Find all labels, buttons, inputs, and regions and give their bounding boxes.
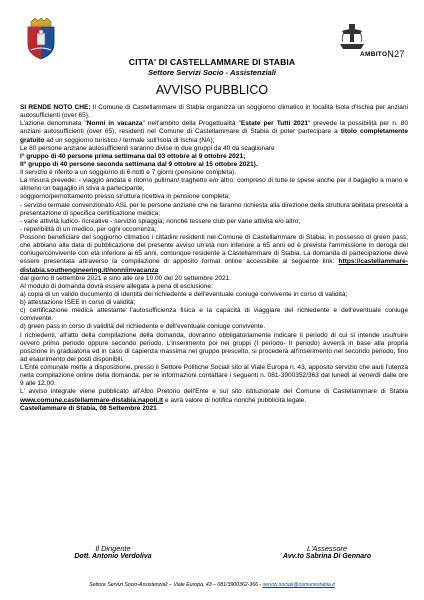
measure-travel: La misura prevede: - viaggio andata e ritorno pullman/ traghetto e/o altro: compreso di tutte le spese anche per il bagaglio a mano e almeno un bagaglio in stiva a partecipante,: [20, 177, 408, 193]
signature-director: [48, 544, 178, 560]
ambito-label: AMBITON27: [360, 49, 405, 59]
application-link[interactable]: https://castellammare-distabia.southengineering.it/nonniinvacanza: [20, 258, 408, 274]
group-two: II° gruppo di 40 persone seconda settimana dal 9 ottobre al 15 ottobre 2021).: [20, 160, 258, 168]
intro-paragraph: SI RENDE NOTO CHE: Il Comune di Castellammare di Stabia organizza un soggiorno climatico in località Isola d'Ischia per anziani autosufficienti (over 65).: [20, 104, 408, 120]
attachment-a: a) copia di un valido documento di identità del richiedente e dell'eventuale coniuge convivente in corso di validità;: [20, 290, 348, 298]
notice-heading: AVVISO PUBBLICO: [155, 83, 269, 97]
measure-thermal: - servizio termale convenzionato ASL per le persone anziane che ne faranno richiesta alla direzione della struttura abilitata prescelta a presentazione di specifica certificazione medica;: [20, 201, 408, 217]
assistance-paragraph: L'Ente comunale mette a disposizione, presso il Settore Politiche Sociali sito al Viale Europa n. 43, apposito servizio che aiuti l'utenza nella compilazione online della domanda, per le informazioni contattare i seguenti n. 081-3900352/363 dal lunedì al venerdì dalle ore 9 alle 12.00.: [20, 364, 408, 388]
publication-paragraph: L' avviso integrale viene pubblicato all'Albo Pretorio dell'Ente e sul sito istituzionale del Comune di Castellammare di Stabia www.comune.castellammare-distabia.napoli.it e avrà valore di notifica nonché pubblicità legale.: [20, 388, 408, 404]
director-name: Dott. Antonio Verdoliva: [74, 553, 152, 560]
page-footer: Settore Servizi Socio-Assistenziali – Viale Europa, 43 – 081/3900362-366 - servizi.sociali@comunestabia.it: [89, 582, 335, 588]
action-paragraph: L'azione denominata "Nonni in vacanza" nell'ambito della Progettualità "Estate per Tutti 2021" prevede la possibilità per n. 80 anziani autosufficienti (over 65), residenti nel Comune di Castellammare di Stabia di poter partecipare a titolo completamente gratuito ad un soggiorno turistico / termale sull'Isola di Ischia (NA);: [20, 120, 409, 144]
municipal-website-link[interactable]: www.comune.castellammare-distabia.napoli.it: [20, 396, 164, 404]
signature-councillor: [262, 544, 392, 560]
measure-lodging: soggiorno/pernottamento presso struttura ricettiva in pensione completa;: [20, 193, 230, 201]
eligibility-paragraph: Possono beneficiare del soggiorno climatico i cittadini residenti nel Comune di Castellammare di Stabia, in possesso di green pass, che abbiano alla data di pubblicazione del presente avviso un'età non inferiore a 65 anni ed è prevista l'ammissione in deroga del coniuge/convivente con età inferiore ai 65 anni, comunque residente a Castellammare di Stabia. La domanda di partecipazione deve essere presentata attraverso la compilazione di apposito format online accessibile al seguente link: https://castellammare-distabia.southengineering.it/nonniinvacanza: [20, 234, 408, 274]
attachment-c: c) certificazione medica attestante l'autosufficienza fisica e la capacità di viaggiare del richiedente e dell'eventuale coniuge convivente.: [20, 307, 408, 323]
councillor-name: Avv.to Sabrina Di Gennaro: [282, 553, 372, 560]
attachment-d: d) green pass in corso di validità del richiedente e dell'eventuale coniuge convivente.: [20, 323, 266, 331]
measure-activities: - varie attività ludico- ricreative - servizio spiaggia; nonché tessere club per varie attività e/o altro;: [20, 217, 301, 225]
city-title: CITTA' DI CASTELLAMMARE DI STABIA: [128, 57, 296, 67]
director-role: Il Dirigente: [95, 544, 131, 553]
deadline-paragraph: dal giorno 8 settembre 2021 e sino alle ore 10.00 del 20 settembre 2021.: [20, 274, 232, 282]
place-date: Castellammare di Stabia, 08 Settembre 2021: [20, 404, 157, 412]
footer-email-link[interactable]: servizi.sociali@comunestabia.it: [262, 582, 335, 588]
period-paragraph: I richiedenti, all'atto della compilazione della domanda, dovranno obbligatoriamente indicare il periodo di cui si intende usufruire ovvero primo periodo oppure secondo periodo. L'inserimento poi nei gruppi (I periodo- II periodo) avverrà in base alla propria posizione in graduatoria ed in caso di capienza massima nel gruppo prescelto, si procederà all'inserimento nel secondo periodo, fino ad esaurimento dei posti disponibili.: [20, 331, 408, 363]
stay-duration: Il servizio è riferito a un soggiorno di 6 notti e 7 giorni (pensione completa).: [20, 169, 237, 176]
department-subtitle: Settore Servizi Socio - Assistenziali: [147, 68, 276, 77]
councillor-role: L'Assessore: [306, 544, 348, 553]
city-crest-logo: [25, 18, 57, 60]
measure-doctor: - reperibilità di un medico, per ogni occorrenza;: [20, 225, 157, 233]
attachments-heading: Al modulo di domanda dovrà essere allegata a pena di esclusione:: [20, 282, 213, 290]
notice-body: [20, 104, 408, 413]
groups-paragraph: Le 80 persone anziane autosufficienti saranno divise in due gruppi da 40 da scaglionare: [20, 144, 275, 152]
group-one: I° gruppo di 40 persone prima settimana dal 03 ottobre al 9 ottobre 2021;: [20, 152, 246, 160]
attachment-b: b) attestazione ISEE in corso di validità;: [20, 299, 136, 306]
